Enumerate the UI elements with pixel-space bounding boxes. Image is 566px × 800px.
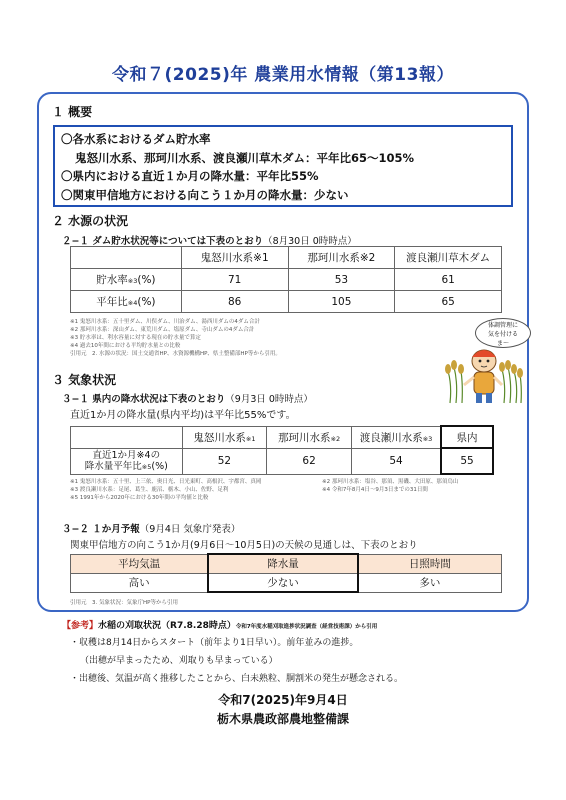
reference-bracket: 【参考】 (62, 621, 99, 631)
dam-subheading-text: ２−１ ダム貯水状況等については下表のとおり (62, 236, 264, 247)
rain-cell: 52 (182, 448, 267, 474)
page-title: 令和７(2025)年 農業用水情報（第13報） (112, 65, 454, 85)
rain-cell: 62 (267, 448, 352, 474)
rain-table-header-row (71, 426, 494, 448)
section-3-heading: ３ 気象状況 (52, 373, 117, 387)
speech-bubble (475, 318, 531, 348)
dam-subheading-time: （8月30日 0時時点） (263, 236, 357, 247)
dam-cell: 71 (181, 269, 288, 291)
dam-note: 引用元 2. 水源の状況：国土交通省HP、水資源機構HP、県土整備部HP等から引用。 (70, 351, 281, 357)
rain-note: ※5 1991年から2020年における30年間の平均値と比較 (70, 495, 209, 501)
dam-cell: 105 (288, 291, 395, 313)
forecast-subheading (62, 521, 240, 535)
dam-note: ※1 鬼怒川水系：五十里ダム、川俣ダム、川治ダム、湯西川ダムの4ダム合計 (70, 319, 260, 325)
dam-cell: 61 (395, 269, 502, 291)
dam-note: ※2 那珂川水系：深山ダム、東荒川ダム、塩原ダム、寺山ダムの4ダム合計 (70, 327, 255, 333)
dam-row-label (71, 269, 182, 291)
dam-notes (70, 318, 440, 358)
rain-notes-left (70, 478, 310, 502)
dam-subheading (62, 233, 357, 247)
normal-ratio-label: 平年比 (96, 296, 128, 308)
reference-title: 水稲の刈取状況 (98, 621, 162, 631)
rain-col-header-prefecture: 県内 (441, 426, 493, 448)
forecast-table (70, 553, 502, 593)
forecast-summary-text: 関東甲信地方の向こう1か月(9月6日～10月5日)の天候の見通しは、下表のとおり (70, 540, 418, 551)
rain-subheading-time: （9月3日 0時時点） (225, 394, 313, 405)
summary-line-2: 鬼怒川水系、那珂川水系、渡良瀬川草木ダム：平年比65～105% (75, 150, 415, 165)
reference-line: ・出穂後、気温が高く推移したことから、白未熟粒、胴割米の発生が懸念される。 (70, 674, 404, 684)
forecast-header: 平均気温 (71, 554, 209, 573)
dam-cell: 86 (181, 291, 288, 313)
dam-cell: 53 (288, 269, 395, 291)
bubble-line: 体調管理に (487, 322, 518, 329)
forecast-value: 多い (358, 573, 502, 592)
section-2-heading: ２ 水源の状況 (52, 214, 129, 228)
normal-ratio-note: ※4 (127, 299, 138, 307)
rain-table-row (71, 448, 494, 474)
storage-rate-note: ※3 (127, 277, 138, 285)
rain-note: ※4 令和7年8月4日～9月3日までの31日間 (322, 487, 428, 493)
normal-ratio-unit: (%) (137, 296, 156, 308)
dam-table-header-row (71, 247, 502, 269)
rain-col-header: 鬼怒川水系※1 (182, 426, 267, 448)
reference-line: （出穂が早まったため、刈取りも早まっている） (80, 656, 278, 666)
storage-rate-unit: (%) (137, 274, 156, 286)
rain-summary-text: 直近1か月の降水量(県内平均)は平年比55%です。 (70, 410, 296, 421)
forecast-subheading-time: （9月4日 気象庁発表） (139, 524, 241, 535)
dam-note: ※4 過去10年間における平均貯水量との比較 (70, 343, 181, 349)
footer-date: 令和7(2025)年9月4日 (218, 693, 348, 707)
dam-table-row (71, 269, 502, 291)
forecast-header: 日照時間 (358, 554, 502, 573)
section-1-heading: １ 概要 (52, 105, 93, 119)
footer-department: 栃木県農政部農地整備課 (216, 712, 349, 726)
rain-table (70, 425, 494, 475)
rain-table-corner (71, 426, 183, 448)
forecast-value: 少ない (208, 573, 358, 592)
forecast-header: 降水量 (208, 554, 358, 573)
rain-note: ※1 鬼怒川水系：五十里、上三依、奥日光、日光東町、高根沢、宇都宮、真岡 (70, 479, 262, 485)
forecast-value: 高い (71, 573, 209, 592)
dam-col-header: 渡良瀬川草木ダム (395, 247, 502, 269)
forecast-header-row (71, 554, 502, 573)
reference-line: ・収穫は8月14日からスタート（前年より1日早い）。前年並みの進捗。 (70, 638, 359, 648)
rain-row-label (71, 448, 183, 474)
rain-cell: 54 (351, 448, 441, 474)
summary-line-3: 〇県内における直近１か月の降水量：平年比55% (61, 169, 319, 183)
reference-date: （R7.8.28時点） (161, 621, 236, 631)
dam-cell: 65 (395, 291, 502, 313)
forecast-subheading-text: ３−２ １か月予報 (62, 524, 140, 535)
dam-note: ※3 貯水率は、利水容量に対する現在の貯水量で算定 (70, 335, 201, 341)
reference-heading (62, 618, 377, 631)
summary-line-1: 〇各水系におけるダム貯水率 (61, 132, 211, 146)
rain-row-label-line: 直近1か月※4の (92, 449, 161, 461)
rain-subheading (62, 391, 313, 405)
bubble-line: 気を付ける (487, 331, 518, 338)
rain-notes-right (322, 478, 502, 494)
rain-note: ※2 那珂川水系：塩谷、那須、黒磯、大田原、那須烏山 (322, 479, 459, 485)
rain-note: ※3 渡良瀬川水系：足尾、葛生、鹿沼、栃木、小山、佐野、足利 (70, 487, 229, 493)
summary-line-4: 〇関東甲信地方における向こう１か月の降水量：少ない (61, 187, 349, 202)
dam-col-header: 鬼怒川水系※1 (181, 247, 288, 269)
rain-subheading-text: ３−１ 県内の降水状況は下表のとおり (62, 394, 226, 405)
dam-table-corner (71, 247, 182, 269)
dam-row-label (71, 291, 182, 313)
rain-row-label-line: 降水量平年比※5(%) (84, 460, 168, 472)
dam-table (70, 246, 502, 313)
reference-source: 令和7年度水稲刈取進捗状況調査（経営技術課）から引用 (235, 624, 378, 630)
forecast-value-row (71, 573, 502, 592)
dam-table-row (71, 291, 502, 313)
dam-col-header: 那珂川水系※2 (288, 247, 395, 269)
rain-col-header: 渡良瀬川水系※3 (351, 426, 441, 448)
summary-box (53, 125, 513, 207)
bubble-line: ま〜 (496, 340, 509, 347)
storage-rate-label: 貯水率 (96, 274, 128, 286)
rain-cell-prefecture: 55 (441, 448, 493, 474)
forecast-note: 引用元 3. 気象状況：気象庁HP等から引用 (70, 600, 178, 606)
rice-field-mascot-illustration (444, 345, 524, 405)
rain-col-header: 那珂川水系※2 (267, 426, 352, 448)
